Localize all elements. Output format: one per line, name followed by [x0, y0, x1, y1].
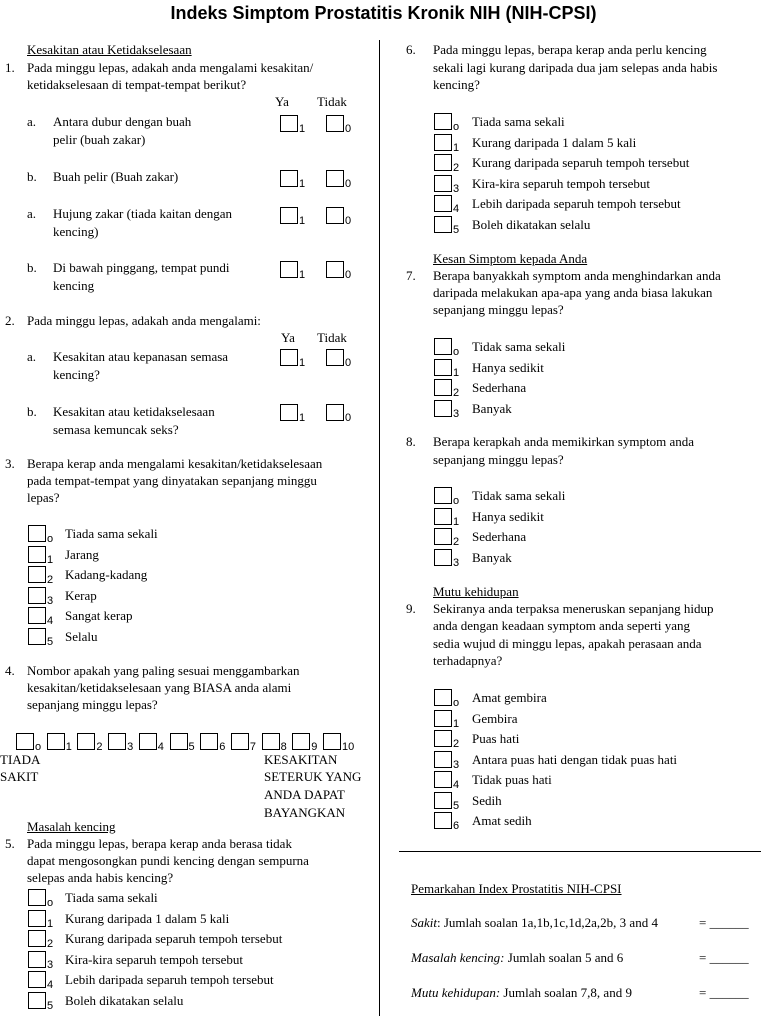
q2-yes-header: Ya [281, 330, 295, 345]
q8-option-0-code: o [453, 495, 460, 507]
q1-item-no-code: 0 [345, 269, 352, 281]
q5-option-2-checkbox[interactable] [28, 930, 46, 947]
q3-number: 3. [5, 456, 15, 471]
q9-option-4-code: 4 [453, 779, 460, 791]
q3-text-line2: pada tempat-tempat yang dinyatakan sepanjang minggu [27, 473, 317, 488]
q1-item-letter: a. [27, 114, 37, 129]
scoring-row-2-label: Mutu kehidupan: [411, 985, 501, 1000]
q9-option-3-code: 3 [453, 758, 460, 771]
q4-right-anchor-line4: BAYANGKAN [264, 805, 346, 820]
q1-item-text-line1: Antara dubur dengan buah [53, 114, 192, 129]
q3-option-2-code: 2 [47, 574, 54, 586]
column-divider [379, 40, 380, 1016]
q8-option-2-checkbox[interactable] [434, 528, 452, 545]
scoring-row-1-blank[interactable]: = ______ [699, 950, 749, 965]
q3-option-4-label: Sangat kerap [65, 608, 133, 623]
q9-option-2-checkbox[interactable] [434, 730, 452, 747]
q4-scale-8-checkbox[interactable] [262, 733, 280, 750]
q5-option-0-label: Tiada sama sekali [65, 890, 158, 905]
q6-option-2-code: 2 [453, 162, 460, 174]
q8-text-line1: Berapa kerapkah anda memikirkan symptom anda [433, 434, 694, 449]
section-heading-quality-of-life: Mutu kehidupan [433, 584, 519, 599]
q9-option-5-code: 5 [453, 799, 460, 812]
q4-left-anchor-line1: TIADA [0, 752, 41, 767]
scoring-row-0 [411, 914, 658, 932]
q4-scale-2-code: 2 [96, 741, 103, 753]
q2-item-no-code: 0 [345, 412, 352, 424]
q4-right-anchor-line2: SETERUK YANG [264, 769, 362, 784]
q1-item-yes-checkbox[interactable] [280, 207, 298, 224]
q1-item-yes-checkbox[interactable] [280, 170, 298, 187]
q8-option-0-checkbox[interactable] [434, 487, 452, 504]
q9-option-1-checkbox[interactable] [434, 710, 452, 727]
q2-no-header: Tidak [317, 330, 347, 345]
section-heading-pain: Kesakitan atau Ketidakselesaan [27, 42, 192, 57]
form-title: Indeks Simptom Prostatitis Kronik NIH (NIH-CPSI) [170, 3, 597, 23]
q4-scale-5-code: 5 [188, 741, 195, 753]
q5-option-5-code: 5 [47, 999, 54, 1012]
scoring-heading: Pemarkahan Index Prostatitis NIH-CPSI [411, 881, 622, 896]
q3-option-3-checkbox[interactable] [28, 587, 46, 604]
q9-text-line4: terhadapnya? [433, 653, 503, 668]
q6-option-0-label: Tiada sama sekali [472, 114, 565, 129]
q6-option-2-checkbox[interactable] [434, 154, 452, 171]
q6-option-5-code: 5 [453, 223, 460, 236]
q5-option-4-label: Lebih daripada separuh tempoh tersebut [65, 972, 274, 987]
q2-item-text-line1: Kesakitan atau ketidakselesaan [53, 404, 215, 419]
q8-option-2-code: 2 [453, 536, 460, 548]
q5-option-3-label: Kira-kira separuh tempoh tersebut [65, 951, 243, 967]
q3-option-4-code: 4 [47, 615, 54, 627]
q3-option-3-code: 3 [47, 594, 54, 607]
q1-item-no-code: 0 [345, 123, 352, 135]
q1-item-letter: b. [27, 260, 37, 275]
q8-option-1-label: Hanya sedikit [472, 508, 544, 524]
q8-text-line2: sepanjang minggu lepas? [433, 452, 564, 467]
q9-number: 9. [406, 601, 416, 616]
q4-right-anchor-line3: ANDA DAPAT [264, 787, 345, 802]
q3-text-line3: lepas? [27, 490, 60, 505]
q5-option-1-code: 1 [47, 917, 54, 930]
q7-text-line3: sepanjang minggu lepas? [433, 302, 564, 317]
q6-option-0-code: o [453, 121, 460, 133]
scoring-row-2-text: Jumlah soalan 7,8, and 9 [500, 985, 632, 1000]
q7-text-line2: daripada melakukan apa-apa yang anda biasa lakukan [433, 285, 713, 300]
q8-option-3-code: 3 [453, 556, 460, 569]
q5-option-2-code: 2 [47, 938, 54, 950]
q4-scale-4-checkbox[interactable] [139, 733, 157, 750]
q9-option-0-label: Amat gembira [472, 690, 547, 705]
q1-item-text-line1: Buah pelir (Buah zakar) [53, 169, 179, 184]
q1-item-text-line2: pelir (buah zakar) [53, 132, 146, 147]
q4-scale-8-code: 8 [280, 741, 287, 753]
q4-left-anchor-line2: SAKIT [0, 769, 39, 784]
q2-item-text-line1: Kesakitan atau kepanasan semasa [53, 349, 229, 364]
q9-text-line2: anda dengan keadaan symptom anda seperti yang [433, 618, 691, 633]
q4-scale-6-code: 6 [219, 741, 226, 753]
q1-item-no-checkbox[interactable] [326, 261, 344, 278]
q4-scale-4-code: 4 [157, 741, 164, 753]
q7-option-1-checkbox[interactable] [434, 359, 452, 376]
q8-option-2-label: Sederhana [472, 529, 527, 544]
q7-text-line1: Berapa banyakkah symptom anda menghindarkan anda [433, 268, 721, 283]
q9-option-6-label: Amat sedih [472, 813, 532, 828]
q4-text-line1: Nombor apakah yang paling sesuai menggambarkan [27, 663, 300, 678]
section-heading-impact: Kesan Simptom kepada Anda [433, 251, 588, 266]
q1-item-no-checkbox[interactable] [326, 207, 344, 224]
q4-scale-3-checkbox[interactable] [108, 733, 126, 750]
q4-scale-10-checkbox[interactable] [323, 733, 341, 750]
q2-item-no-checkbox[interactable] [326, 349, 344, 366]
q5-text-line3: selepas anda habis kencing? [27, 870, 174, 885]
q1-item-yes-code: 1 [299, 269, 306, 281]
q4-scale-6-checkbox[interactable] [200, 733, 218, 750]
q1-item-no-code: 0 [345, 215, 352, 227]
q3-option-0-checkbox[interactable] [28, 525, 46, 542]
q1-item-yes-code: 1 [299, 123, 306, 135]
q7-option-2-code: 2 [453, 387, 460, 399]
q1-item-letter: a. [27, 206, 37, 221]
q8-option-0-label: Tidak sama sekali [472, 488, 566, 503]
q5-number: 5. [5, 836, 15, 851]
q3-option-2-label: Kadang-kadang [65, 567, 148, 582]
q4-scale-7-checkbox[interactable] [231, 733, 249, 750]
q6-option-1-label: Kurang daripada 1 dalam 5 kali [472, 134, 637, 150]
q9-text-line3: sedia wujud di minggu lepas, apakah perasaan anda [433, 636, 702, 651]
q8-option-3-checkbox[interactable] [434, 549, 452, 566]
q9-option-4-label: Tidak puas hati [472, 772, 552, 787]
q5-option-3-checkbox[interactable] [28, 951, 46, 968]
q4-scale-0-code: o [35, 741, 42, 753]
scoring-row-0-label: Sakit [411, 915, 437, 930]
q9-option-3-checkbox[interactable] [434, 751, 452, 768]
q4-number: 4. [5, 663, 15, 678]
q1-item-yes-checkbox[interactable] [280, 115, 298, 132]
q9-option-5-label: Sedih [472, 792, 502, 808]
q3-option-4-checkbox[interactable] [28, 607, 46, 624]
q9-option-6-code: 6 [453, 820, 460, 832]
q6-option-4-code: 4 [453, 203, 460, 215]
q6-option-3-checkbox[interactable] [434, 175, 452, 192]
q5-option-4-checkbox[interactable] [28, 971, 46, 988]
q3-option-5-label: Selalu [65, 628, 98, 644]
q5-option-3-code: 3 [47, 958, 54, 971]
q7-option-2-label: Sederhana [472, 380, 527, 395]
q7-option-1-code: 1 [453, 366, 460, 379]
q6-text-line2: sekali lagi kurang daripada dua jam selepas anda habis [433, 60, 718, 75]
scoring-row-2-blank[interactable]: = ______ [699, 985, 749, 1000]
q8-number: 8. [406, 434, 416, 449]
q9-option-1-code: 1 [453, 717, 460, 730]
scoring-row-0-blank[interactable]: = ______ [699, 915, 749, 930]
q6-number: 6. [406, 42, 416, 57]
q6-option-3-label: Kira-kira separuh tempoh tersebut [472, 175, 650, 191]
section-heading-urination: Masalah kencing [27, 819, 116, 834]
scoring-row-1 [411, 949, 623, 967]
q9-option-0-code: o [453, 697, 460, 709]
q5-text-line2: dapat mengosongkan pundi kencing dengan sempurna [27, 853, 309, 868]
q9-option-6-checkbox[interactable] [434, 812, 452, 829]
scoring-separator [399, 851, 761, 852]
q3-text-line1: Berapa kerap anda mengalami kesakitan/ketidakselesaan [27, 456, 323, 471]
q3-option-2-checkbox[interactable] [28, 566, 46, 583]
q7-option-3-label: Banyak [472, 400, 512, 416]
q1-no-header: Tidak [317, 94, 347, 109]
q3-option-0-label: Tiada sama sekali [65, 526, 158, 541]
q2-number: 2. [5, 313, 15, 328]
q5-option-5-checkbox[interactable] [28, 992, 46, 1009]
q7-option-0-checkbox[interactable] [434, 338, 452, 355]
q1-item-text-line1: Hujung zakar (tiada kaitan dengan [53, 206, 233, 221]
q4-scale-1-code: 1 [65, 741, 72, 753]
q6-option-4-label: Lebih daripada separuh tempoh tersebut [472, 196, 681, 211]
q1-yes-header: Ya [275, 94, 289, 109]
q8-option-3-label: Banyak [472, 549, 512, 565]
q4-scale-0-checkbox[interactable] [16, 733, 34, 750]
q9-text-line1: Sekiranya anda terpaksa meneruskan sepanjang hidup [433, 601, 714, 616]
q3-option-1-checkbox[interactable] [28, 546, 46, 563]
q5-option-1-label: Kurang daripada 1 dalam 5 kali [65, 910, 230, 926]
scoring-row-1-label: Masalah kencing: [411, 950, 505, 965]
q7-option-3-code: 3 [453, 407, 460, 420]
q6-text-line3: kencing? [433, 77, 480, 92]
q1-item-no-code: 0 [345, 178, 352, 190]
q7-option-0-code: o [453, 346, 460, 358]
q1-item-yes-code: 1 [299, 178, 306, 190]
q9-option-2-code: 2 [453, 738, 460, 750]
q1-text-line2: ketidakselesaan di tempat-tempat berikut? [27, 77, 247, 92]
q2-item-text-line2: semasa kemuncak seks? [53, 422, 179, 437]
q9-option-0-checkbox[interactable] [434, 689, 452, 706]
q6-option-4-checkbox[interactable] [434, 195, 452, 212]
q9-option-4-checkbox[interactable] [434, 771, 452, 788]
q5-option-0-checkbox[interactable] [28, 889, 46, 906]
q9-option-3-label: Antara puas hati dengan tidak puas hati [472, 751, 678, 767]
q1-number: 1. [5, 60, 15, 75]
q1-item-letter: b. [27, 169, 37, 184]
q1-item-no-checkbox[interactable] [326, 170, 344, 187]
scoring-row-0-text: : Jumlah soalan 1a,1b,1c,1d,2a,2b, 3 and 4 [437, 915, 658, 930]
q2-item-letter: a. [27, 349, 37, 364]
q6-option-0-checkbox[interactable] [434, 113, 452, 130]
q4-scale-5-checkbox[interactable] [170, 733, 188, 750]
q4-text-line3: sepanjang minggu lepas? [27, 697, 158, 712]
q8-option-1-code: 1 [453, 515, 460, 528]
q4-text-line2: kesakitan/ketidakselesaan yang BIASA anda alami [27, 680, 292, 695]
q2-item-text-line2: kencing? [53, 367, 100, 382]
q7-option-3-checkbox[interactable] [434, 400, 452, 417]
q2-item-yes-checkbox[interactable] [280, 349, 298, 366]
q5-text-line1: Pada minggu lepas, berapa kerap anda berasa tidak [27, 836, 292, 851]
q2-item-no-code: 0 [345, 357, 352, 369]
q4-scale-1-checkbox[interactable] [47, 733, 65, 750]
q5-option-5-label: Boleh dikatakan selalu [65, 992, 184, 1008]
q7-option-0-label: Tidak sama sekali [472, 339, 566, 354]
q3-option-5-code: 5 [47, 635, 54, 648]
q1-item-text-line1: Di bawah pinggang, tempat pundi [53, 260, 230, 275]
q2-item-yes-code: 1 [299, 357, 306, 369]
q7-option-1-label: Hanya sedikit [472, 359, 544, 375]
q5-option-1-checkbox[interactable] [28, 910, 46, 927]
q2-text-line1: Pada minggu lepas, adakah anda mengalami: [27, 313, 261, 328]
q6-text-line1: Pada minggu lepas, berapa kerap anda perlu kencing [433, 42, 707, 57]
scoring-row-1-text: Jumlah soalan 5 and 6 [504, 950, 624, 965]
q5-option-4-code: 4 [47, 979, 54, 991]
q2-item-letter: b. [27, 404, 37, 419]
q4-scale-3-code: 3 [127, 741, 134, 753]
q1-item-yes-checkbox[interactable] [280, 261, 298, 278]
q8-option-1-checkbox[interactable] [434, 508, 452, 525]
q6-option-1-code: 1 [453, 141, 460, 154]
q4-scale-7-code: 7 [249, 741, 257, 753]
q3-option-3-label: Kerap [65, 587, 97, 603]
q1-item-yes-code: 1 [299, 215, 306, 227]
q3-option-1-code: 1 [47, 553, 54, 566]
q1-item-no-checkbox[interactable] [326, 115, 344, 132]
q4-scale-9-checkbox[interactable] [292, 733, 310, 750]
q3-option-5-checkbox[interactable] [28, 628, 46, 645]
q1-item-text-line2: kencing) [53, 224, 99, 239]
q9-option-5-checkbox[interactable] [434, 792, 452, 809]
q4-scale-9-code: 9 [311, 741, 318, 753]
q2-item-no-checkbox[interactable] [326, 404, 344, 421]
q7-option-2-checkbox[interactable] [434, 379, 452, 396]
q5-option-0-code: o [47, 897, 54, 909]
q1-text-line1: Pada minggu lepas, adakah anda mengalami kesakitan/ [27, 60, 314, 75]
q6-option-1-checkbox[interactable] [434, 134, 452, 151]
q2-item-yes-checkbox[interactable] [280, 404, 298, 421]
q6-option-5-checkbox[interactable] [434, 216, 452, 233]
q3-option-0-code: o [47, 533, 54, 545]
q6-option-3-code: 3 [453, 182, 460, 195]
q6-option-2-label: Kurang daripada separuh tempoh tersebut [472, 155, 690, 170]
q4-right-anchor-line1: KESAKITAN [264, 752, 338, 767]
q6-option-5-label: Boleh dikatakan selalu [472, 216, 591, 232]
q7-number: 7. [406, 268, 416, 283]
q9-option-1-label: Gembira [472, 710, 518, 726]
q3-option-1-label: Jarang [65, 546, 99, 562]
q5-option-2-label: Kurang daripada separuh tempoh tersebut [65, 931, 283, 946]
q1-item-text-line2: kencing [53, 278, 95, 293]
scoring-row-2 [411, 984, 632, 1002]
q4-scale-2-checkbox[interactable] [77, 733, 95, 750]
q4-scale-10-code: 10 [342, 741, 355, 753]
q9-option-2-label: Puas hati [472, 731, 520, 746]
q2-item-yes-code: 1 [299, 412, 306, 424]
